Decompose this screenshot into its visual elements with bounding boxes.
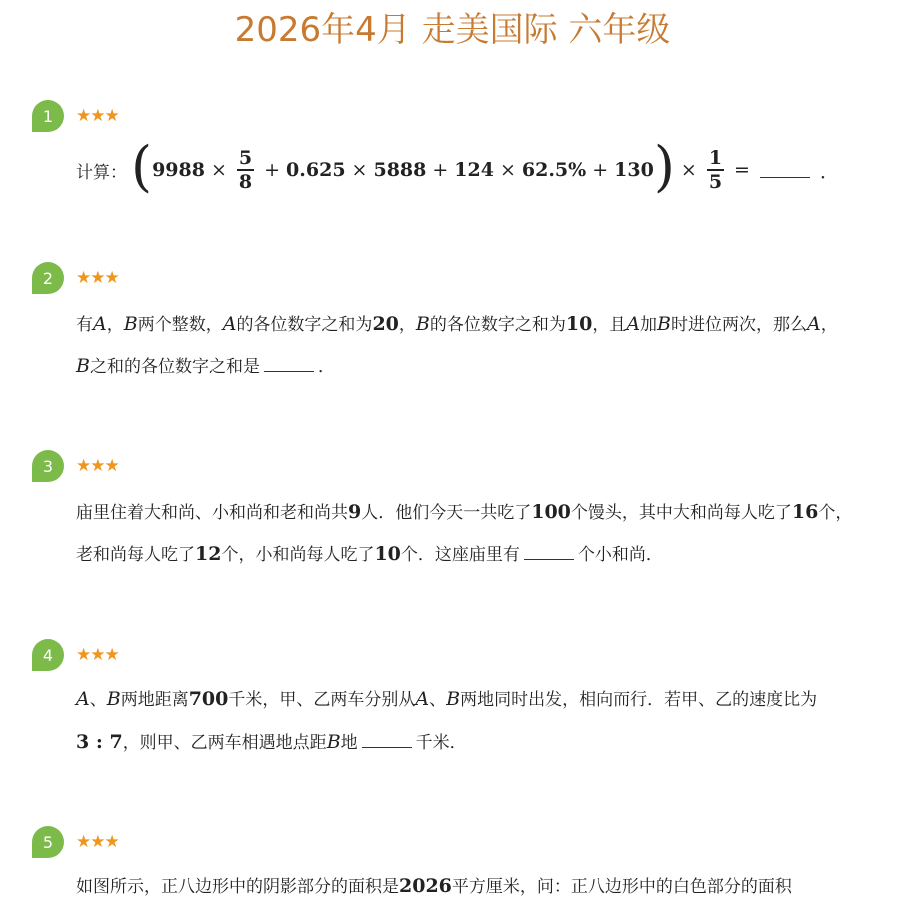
question-number-badge: 2 — [32, 262, 64, 294]
answer-blank — [264, 356, 314, 372]
text: 个，小和尚每人吃了 — [221, 545, 375, 565]
answer-blank — [362, 732, 412, 748]
term: 62.5% — [521, 159, 587, 181]
question-1-header — [32, 100, 119, 132]
variable: B — [106, 688, 121, 710]
period: ． — [819, 160, 839, 183]
text: 有 — [76, 315, 93, 335]
question-number-badge: 1 — [32, 100, 64, 132]
text: 个．这座庙里有 — [400, 545, 520, 565]
question-4-line-2 — [76, 730, 467, 755]
text: 平方厘米，问：正八边形中的白色部分的面积 — [451, 877, 792, 897]
question-4-line-1 — [76, 687, 817, 712]
variable: A — [76, 688, 90, 710]
variable: B — [415, 313, 430, 335]
question-1-formula — [76, 135, 845, 200]
question-3-header — [32, 450, 119, 482]
variable: B — [123, 313, 138, 335]
term: 124 — [454, 159, 494, 181]
text: ， — [820, 315, 838, 335]
text: 、 — [429, 690, 447, 710]
fraction — [707, 147, 724, 193]
text: 加 — [640, 315, 658, 335]
times-sign: × — [210, 159, 227, 181]
answer-blank — [760, 162, 810, 178]
number: 700 — [188, 688, 229, 710]
text: 两地距离 — [120, 690, 189, 710]
number: 12 — [195, 543, 222, 565]
text: 个馒头，其中大和尚每人吃了 — [570, 503, 792, 523]
term: 5888 — [373, 159, 427, 181]
plus-sign: + — [592, 159, 609, 181]
text: 、 — [89, 690, 107, 710]
fraction — [237, 147, 254, 193]
ratio: 3 : 7 — [76, 731, 123, 753]
close-paren: ) — [653, 135, 675, 198]
question-3-line-1 — [76, 500, 852, 525]
open-paren: ( — [131, 135, 153, 198]
number: 20 — [372, 313, 399, 335]
number: 2026 — [399, 875, 452, 897]
text: 个小和尚． — [577, 545, 663, 565]
text: ， — [106, 315, 124, 335]
question-number-badge: 3 — [32, 450, 64, 482]
text: ，则甲、乙两车相遇地点距 — [122, 733, 327, 753]
text: 的各位数字之和为 — [236, 315, 373, 335]
text: 千米． — [415, 733, 467, 753]
text: 如图所示，正八边形中的阴影部分的面积是 — [76, 877, 399, 897]
text: 人．他们今天一共吃了 — [361, 503, 532, 523]
text: ，且 — [592, 315, 627, 335]
text: 庙里住着大和尚、小和尚和老和尚共 — [76, 503, 348, 523]
fraction-denominator: 8 — [238, 171, 253, 193]
variable: B — [326, 731, 341, 753]
text: 两个整数， — [137, 315, 223, 335]
variable: A — [93, 313, 107, 335]
variable: A — [415, 688, 430, 710]
equals-sign: = — [734, 159, 750, 181]
question-3-line-2 — [76, 542, 663, 567]
text: 的各位数字之和为 — [429, 315, 566, 335]
variable: A — [222, 313, 237, 335]
question-5-line-1 — [76, 874, 792, 899]
term: 130 — [614, 159, 654, 181]
text: 千米，甲、乙两车分别从 — [228, 690, 416, 710]
question-number-badge: 4 — [32, 639, 64, 671]
variable: B — [446, 688, 461, 710]
text: 个， — [818, 503, 853, 523]
times-sign: × — [351, 159, 368, 181]
text: ． — [317, 357, 335, 377]
times-sign: × — [499, 159, 516, 181]
question-2-line-2 — [76, 354, 335, 379]
number: 9 — [348, 501, 362, 523]
question-1-label: 计算： — [76, 162, 127, 183]
difficulty-stars: ★★★ — [76, 832, 119, 852]
question-number-badge: 5 — [32, 826, 64, 858]
fraction-numerator: 5 — [238, 147, 253, 169]
question-5-header — [32, 826, 119, 858]
number: 16 — [791, 501, 819, 523]
variable: A — [807, 313, 821, 335]
text: 时进位两次，那么 — [671, 315, 808, 335]
term: 9988 — [152, 159, 205, 181]
question-4-header — [32, 639, 119, 671]
page-title: 2026年4月 走美国际 六年级 — [234, 10, 671, 50]
text: ， — [398, 315, 416, 335]
difficulty-stars: ★★★ — [76, 106, 119, 126]
number: 10 — [565, 313, 593, 335]
number: 100 — [531, 501, 571, 523]
times-sign: × — [680, 159, 697, 181]
text: 地 — [340, 733, 358, 753]
fraction-numerator: 1 — [708, 147, 723, 169]
answer-blank — [524, 544, 574, 560]
term: 0.625 — [286, 159, 346, 181]
difficulty-stars: ★★★ — [76, 268, 119, 288]
fraction-denominator: 5 — [708, 171, 723, 193]
question-2-line-1 — [76, 312, 838, 337]
difficulty-stars: ★★★ — [76, 645, 119, 665]
variable: B — [657, 313, 672, 335]
plus-sign: + — [432, 159, 449, 181]
difficulty-stars: ★★★ — [76, 456, 119, 476]
number: 10 — [374, 543, 401, 565]
variable: A — [626, 313, 641, 335]
question-2-header — [32, 262, 119, 294]
plus-sign: + — [264, 159, 281, 181]
text: 之和的各位数字之和是 — [89, 357, 260, 377]
text: 两地同时出发，相向而行．若甲、乙的速度比为 — [460, 690, 818, 710]
text: 老和尚每人吃了 — [76, 545, 195, 565]
variable: B — [76, 355, 90, 377]
